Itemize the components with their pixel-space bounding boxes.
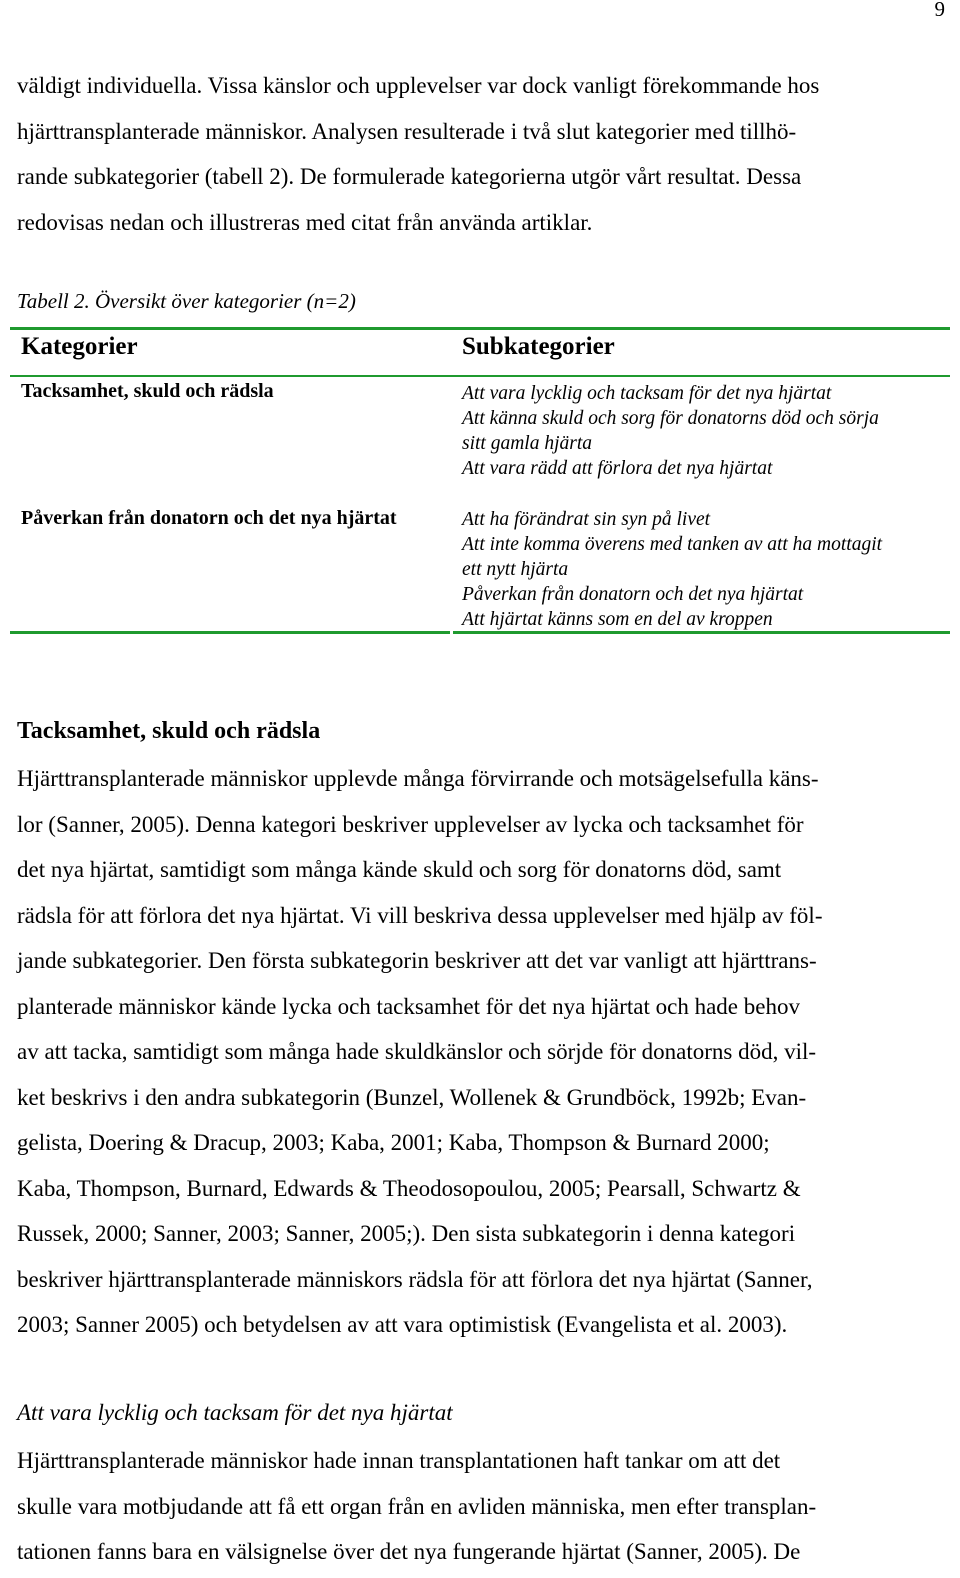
- subsection-paragraph: [17, 1438, 945, 1575]
- section-heading: Tacksamhet, skuld och rädsla: [17, 718, 321, 744]
- section-line: Hjärttransplanterade människor upplevde många förvirrande och motsägelsefulla käns-: [17, 766, 819, 791]
- section-line: lor (Sanner, 2005). Denna kategori beskriver upplevelser av lycka och tacksamhet för: [17, 811, 804, 837]
- table-subcategories-1: [462, 381, 879, 481]
- table-category-1: Tacksamhet, skuld och rädsla: [21, 380, 274, 402]
- subcategory-item: Att känna skuld och sorg för donatorns död och sörja: [462, 408, 879, 429]
- section-line: rädsla för att förlora det nya hjärtat. Vi vill beskriva dessa upplevelser med hjälp av föl-: [17, 902, 823, 928]
- table-category-2: Påverkan från donatorn och det nya hjärtat: [21, 507, 397, 529]
- table-subcategories-2: [462, 507, 882, 632]
- table-top-rule: [10, 327, 950, 330]
- section-line: 2003; Sanner 2005) och betydelsen av att vara optimistisk (Evangelista et al. 2003).: [17, 1312, 788, 1337]
- subcategory-item: Att hjärtat känns som en del av kroppen: [462, 609, 773, 630]
- table-bottom-rule-left: [10, 631, 450, 634]
- section-line: av att tacka, samtidigt som många hade skuldkänslor och sörjde för donatorns död, vil-: [17, 1039, 817, 1064]
- subcategory-item: sitt gamla hjärta: [462, 433, 593, 454]
- table-caption: Tabell 2. Översikt över kategorier (n=2): [17, 289, 356, 313]
- intro-line-3: rande subkategorier (tabell 2). De formulerade kategorierna utgör vårt resultat. Dessa: [17, 164, 802, 189]
- intro-paragraph: [17, 63, 945, 245]
- page-number: 9: [934, 0, 945, 21]
- intro-line-1: väldigt individuella. Vissa känslor och upplevelser var dock vanligt förekommande hos: [17, 73, 820, 98]
- table-header-subcategory: Subkategorier: [462, 333, 615, 360]
- section-line: Kaba, Thompson, Burnard, Edwards & Theodosopoulou, 2005; Pearsall, Schwartz &: [17, 1175, 801, 1201]
- section-line: beskriver hjärttransplanterade människors rädsla för att förlora det nya hjärtat (Sanner,: [17, 1266, 813, 1292]
- subcategory-item: ett nytt hjärta: [462, 559, 569, 580]
- subcategory-item: Att inte komma överens med tanken av att ha mottagit: [462, 534, 883, 555]
- subsection-line: tationen fanns bara en välsignelse över det nya fungerande hjärtat (Sanner, 2005). De: [17, 1539, 801, 1564]
- table-header-rule: [10, 375, 950, 377]
- section-line: Russek, 2000; Sanner, 2003; Sanner, 2005;). Den sista subkategorin i denna kategori: [17, 1221, 796, 1246]
- subsection-heading: Att vara lycklig och tacksam för det nya hjärtat: [17, 1400, 453, 1425]
- section-line: det nya hjärtat, samtidigt som många kände skuld och sorg för donatorns död, samt: [17, 857, 782, 882]
- table-bottom-rule-right: [453, 631, 950, 634]
- intro-line-4: redovisas nedan och illustreras med citat från använda artiklar.: [17, 209, 593, 235]
- section-line: ket beskrivs i den andra subkategorin (Bunzel, Wollenek & Grundböck, 1992b; Evan-: [17, 1084, 807, 1110]
- table-header-category: Kategorier: [21, 333, 138, 360]
- section-paragraph: [17, 756, 945, 1348]
- subcategory-item: Att ha förändrat sin syn på livet: [462, 509, 711, 530]
- subcategory-item: Att vara rädd att förlora det nya hjärtat: [462, 458, 773, 479]
- intro-line-2: hjärttransplanterade människor. Analysen resulterade i två slut kategorier med tillhö-: [17, 118, 797, 144]
- subsection-line: skulle vara motbjudande att få ett organ från en avliden människa, men efter transplan-: [17, 1493, 817, 1519]
- subcategory-item: Påverkan från donatorn och det nya hjärtat: [462, 584, 804, 605]
- section-line: planterade människor kände lycka och tacksamhet för det nya hjärtat och hade behov: [17, 993, 800, 1019]
- subsection-line: Hjärttransplanterade människor hade innan transplantationen haft tankar om att det: [17, 1448, 781, 1473]
- section-line: gelista, Doering & Dracup, 2003; Kaba, 2001; Kaba, Thompson & Burnard 2000;: [17, 1130, 770, 1155]
- section-line: jande subkategorier. Den första subkategorin beskriver att det var vanligt att hjärttrans-: [17, 948, 817, 973]
- subcategory-item: Att vara lycklig och tacksam för det nya hjärtat: [462, 383, 832, 404]
